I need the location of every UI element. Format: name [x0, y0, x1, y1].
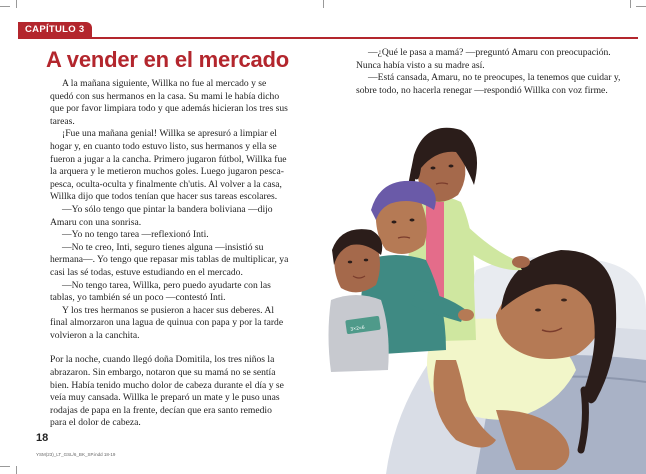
page-title: A vender en el mercado — [46, 47, 289, 72]
print-slug: YSM(23)_LT_GSL/6_BK_SP.indd 18-19 — [36, 452, 116, 457]
paragraph: A la mañana siguiente, Willka no fue al mercado y se quedó con sus hermanos en la casa. Su mami le había dicho que por favor limpiara todo y que además hicieran los tres sus tareas. — [50, 78, 288, 127]
paragraph: —Yo sólo tengo que pintar la bandera boliviana —dijo Amaru con una sonrisa. — [50, 203, 273, 228]
paragraph: ¡Fue una mañana genial! Willka se apresuró a limpiar el hogar y, en cuanto todo estuvo listo, sus hermanos y ella se fueron a jugar a la cancha. Primero jugaron fútbol, Willka fue la arquera y le metieron muchos goles. Luego jugaron pesca-pesca, oculta-oculta y finalmente ch'utis. Al volver a la casa, Willka dijo que todos tenían que hacer sus tareas escolares. — [50, 128, 287, 203]
paragraph: —¿Qué le pasa a mamá? —preguntó Amaru con preocupación. Nunca había visto a su madre así. — [356, 47, 611, 71]
crop-mark — [630, 0, 631, 8]
notebook-label: 3×2=6 — [350, 324, 366, 333]
crop-mark — [0, 6, 10, 7]
illustration-family-caring-mother — [326, 110, 646, 474]
paragraph: Y los tres hermanos se pusieron a hacer sus deberes. Al final almorzaron una lagua de quinua con papa y por la tarde volvieron a la canchita. — [50, 304, 284, 341]
left-text-column — [50, 78, 290, 430]
paragraph: —Está cansada, Amaru, no te preocupes, la tenemos que cuidar y, sobre todo, no hacerla renegar —respondió Willka con voz firme. — [356, 72, 621, 96]
paragraph: —No te creo, Inti, seguro tienes alguna —insistió su hermana—. Yo tengo que repasar mis tablas de multiplicar, ya casi las sé todas, estuve estudiando en el mercado. — [50, 241, 289, 278]
paragraph: —No tengo tarea, Willka, pero puedo ayudarte con las tablas, yo también sé un poco —contestó Inti. — [50, 279, 271, 304]
chapter-tab: CAPÍTULO 3 — [18, 22, 92, 38]
page-number: 18 — [36, 432, 49, 444]
inti-shirt — [329, 295, 389, 372]
chapter-rule — [18, 37, 638, 39]
crop-mark — [323, 0, 324, 8]
crop-mark — [0, 466, 10, 467]
paragraph: Por la noche, cuando llegó doña Domitila, los tres niños la abrazaron. Sin embargo, notaron que su mamá no se sentía bien. Había tenido mucho dolor de cabeza durante el día y se veía muy cansada. Willka le preparó un mate y le puso unas rodajas de papa en la frente, decían que era santo remedio para el dolor de cabeza. — [50, 354, 284, 429]
crop-mark — [16, 466, 17, 474]
crop-mark — [16, 0, 17, 8]
crop-mark — [636, 6, 646, 7]
right-text-column — [356, 47, 624, 97]
paragraph: —Yo no tengo tarea —reflexionó Inti. — [62, 229, 209, 241]
